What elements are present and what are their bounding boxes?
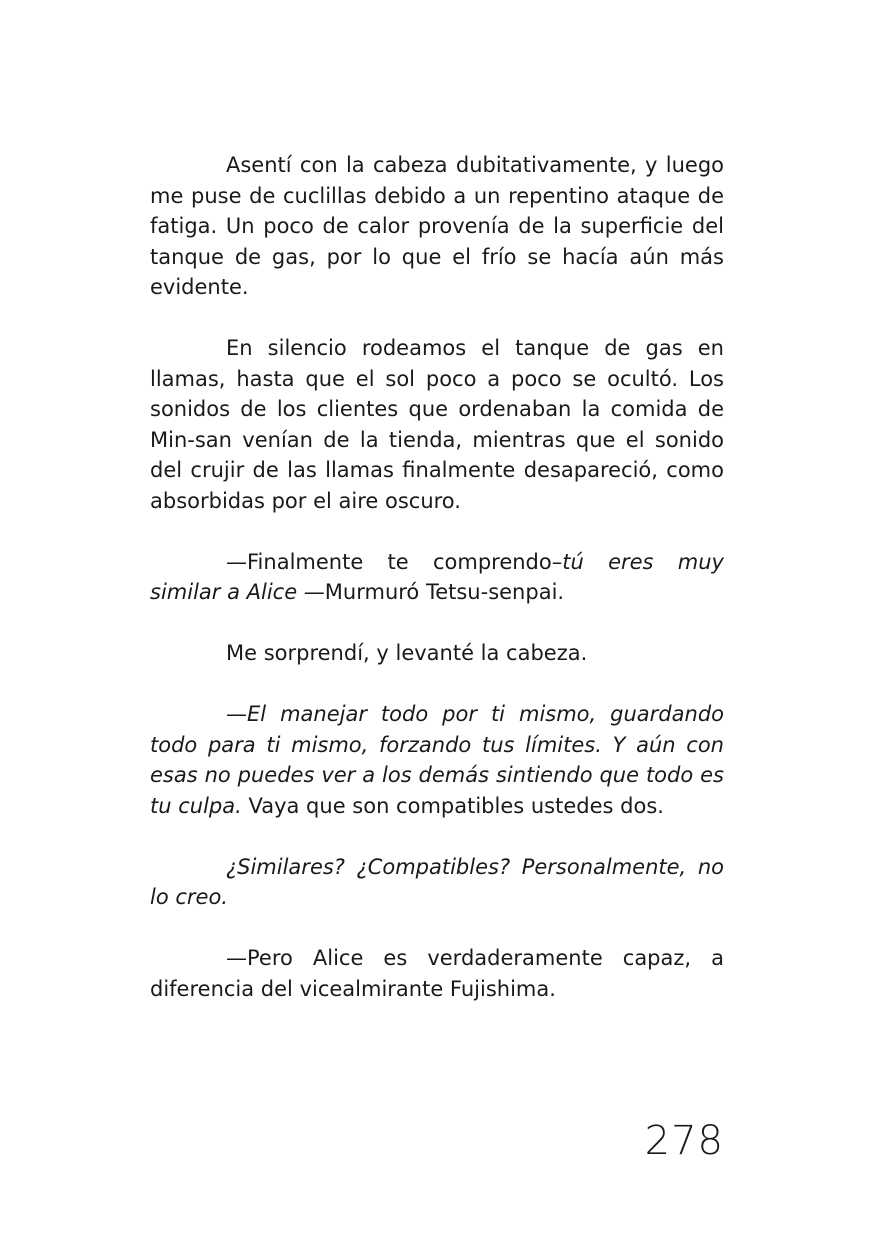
paragraph-1 [150,150,724,303]
paragraph-4 [150,638,724,669]
paragraph-2 [150,333,724,516]
text-segment: Asentí con la cabeza dubitativamente, y luego me puse de cuclillas debido a un repentino ataque de fatiga. Un poco de calor provenía de la superficie del tanque de gas, por lo que el frío se hacía aún más evidente. [150,153,724,299]
text-segment: En silencio rodeamos el tanque de gas en llamas, hasta que el sol poco a poco se ocultó. Los sonidos de los clientes que ordenaban la comida de Min-san venían de la tienda, mientras que el sonido del crujir de las llamas finalmente desapareció, como absorbidas por el aire oscuro. [150,336,724,513]
text-segment: —Finalmente te comprendo– [226,549,563,574]
paragraph-6 [150,852,724,913]
text-segment: Me sorprendí, y levanté la cabeza. [226,641,588,665]
text-segment: — [226,702,247,726]
page-number: 278 [644,1118,724,1164]
paragraph-7 [150,943,724,1004]
text-segment: Vaya que son compatibles ustedes dos. [241,793,664,818]
paragraph-5 [150,699,724,821]
text-segment: —Murmuró Tetsu-senpai. [297,580,565,604]
text-segment: —Pero Alice es verdaderamente capaz, a diferencia del vicealmirante Fujishima. [150,946,724,1001]
italic-segment: El manejar todo por ti mismo, guardando todo para ti mismo, forzando tus límites. Y aún con esas no puedes ver a los demás sintiendo que todo es tu culpa. [150,702,724,818]
paragraph-3 [150,547,724,608]
italic-segment: tú eres muy similar a Alice [150,549,724,604]
body-text [150,150,724,1004]
italic-segment: ¿Similares? ¿Compatibles? Personalmente, no lo creo. [150,854,724,909]
